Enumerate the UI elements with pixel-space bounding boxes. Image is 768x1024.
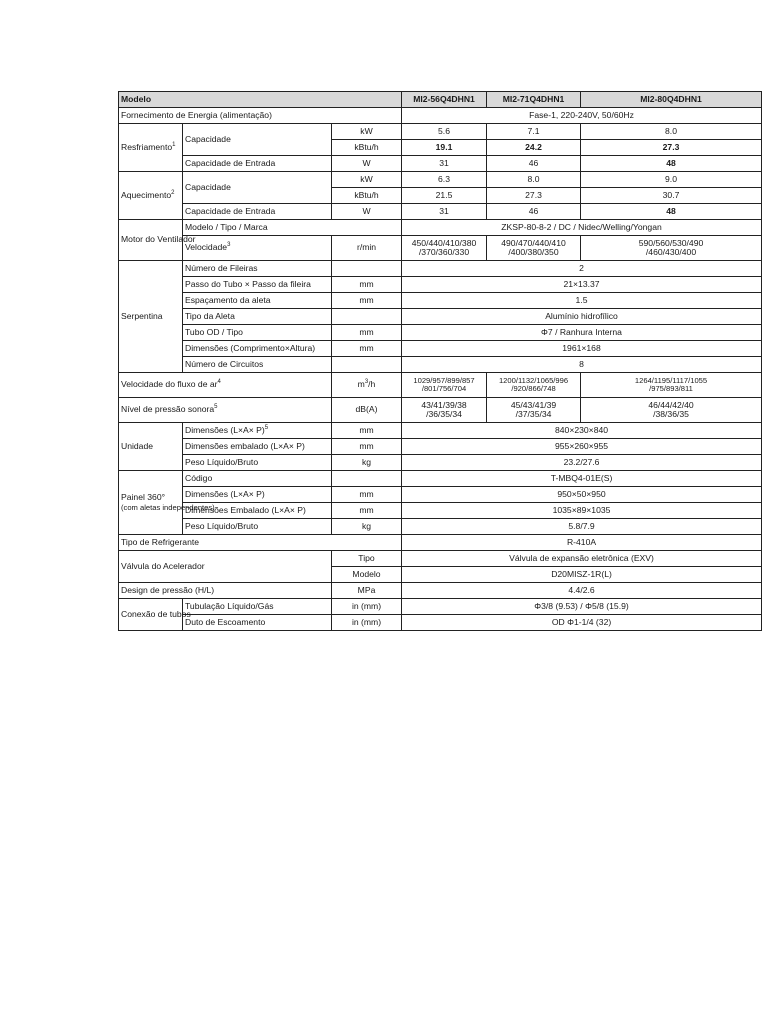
- coil-unit: mm: [332, 325, 402, 341]
- cell-value: 1264/1195/1117/1055 /975/893/811: [581, 373, 762, 398]
- power-row: [119, 108, 762, 124]
- coil-value: Alumínio hidrofílico: [402, 309, 762, 325]
- cell-value: 31: [402, 204, 487, 220]
- panel-value: 1035×89×1035: [402, 503, 762, 519]
- cell-value: 5.6: [402, 124, 487, 140]
- coil-unit: mm: [332, 277, 402, 293]
- cooling-kw-row: [119, 124, 762, 140]
- unit-row: [119, 439, 762, 455]
- refrigerant-label: Tipo de Refrigerante: [119, 535, 402, 551]
- panel-label: Dimensões Embalado (L×A× P): [183, 503, 332, 519]
- noise-row: [119, 398, 762, 423]
- heating-group: Aquecimento$^2$: [119, 172, 183, 220]
- cell-value: 46: [487, 156, 581, 172]
- cell-value: 30.7: [581, 188, 762, 204]
- cell-value: 48: [581, 204, 762, 220]
- fan-speed-row: [119, 236, 762, 261]
- spec-table: [118, 91, 762, 631]
- panel-row: [119, 503, 762, 519]
- heating-input-label: Capacidade de Entrada: [183, 204, 332, 220]
- cooling-kw-unit: kW: [332, 124, 402, 140]
- pipes-liquid-unit: in (mm): [332, 599, 402, 615]
- fan-speed-unit: r/min: [332, 236, 402, 261]
- panel-group: Painel 360° (com aletas independentes): [119, 471, 183, 535]
- refrigerant-value: R-410A: [402, 535, 762, 551]
- cell-value: 9.0: [581, 172, 762, 188]
- pressure-unit: MPa: [332, 583, 402, 599]
- valve-model-label: Modelo: [332, 567, 402, 583]
- noise-unit: dB(A): [332, 398, 402, 423]
- unit-group: Unidade: [119, 423, 183, 471]
- panel-row: [119, 519, 762, 535]
- heating-capacity-label: Capacidade: [183, 172, 332, 204]
- valve-type-value: Válvula de expansão eletrônica (EXV): [402, 551, 762, 567]
- pressure-value: 4.4/2.6: [402, 583, 762, 599]
- power-label: Fornecimento de Energia (alimentação): [119, 108, 402, 124]
- valve-type-row: [119, 551, 762, 567]
- coil-label: Espaçamento da aleta: [183, 293, 332, 309]
- cooling-group: Resfriamento$^1$: [119, 124, 183, 172]
- fan-model-row: [119, 220, 762, 236]
- pipes-liquid-row: [119, 599, 762, 615]
- airflow-row: [119, 373, 762, 398]
- unit-value: 840×230×840: [402, 423, 762, 439]
- unit-row: [119, 455, 762, 471]
- cell-value: 450/440/410/380 /370/360/330: [402, 236, 487, 261]
- coil-value: 2: [402, 261, 762, 277]
- coil-row: [119, 277, 762, 293]
- cooling-capacity-label: Capacidade: [183, 124, 332, 156]
- cell-value: 48: [581, 156, 762, 172]
- coil-value: 8: [402, 357, 762, 373]
- valve-group: Válvula do Acelerador: [119, 551, 332, 583]
- heating-input-row: [119, 204, 762, 220]
- coil-value: 1.5: [402, 293, 762, 309]
- coil-row: [119, 293, 762, 309]
- heating-input-unit: W: [332, 204, 402, 220]
- pipes-drain-value: OD Φ1-1/4 (32): [402, 615, 762, 631]
- coil-unit: mm: [332, 341, 402, 357]
- coil-unit: [332, 261, 402, 277]
- cell-value: 43/41/39/38 /36/35/34: [402, 398, 487, 423]
- unit-row: [119, 423, 762, 439]
- fan-model-label: Modelo / Tipo / Marca: [183, 220, 402, 236]
- pipes-liquid-value: Φ3/8 (9.53) / Φ5/8 (15.9): [402, 599, 762, 615]
- unit-label: Dimensões embalado (L×A× P): [183, 439, 332, 455]
- cell-value: 8.0: [581, 124, 762, 140]
- coil-label: Tubo OD / Tipo: [183, 325, 332, 341]
- cell-value: 8.0: [487, 172, 581, 188]
- noise-label: Nível de pressão sonora$^5$: [119, 398, 332, 423]
- cell-value: 19.1: [402, 140, 487, 156]
- panel-label: Peso Líquido/Bruto: [183, 519, 332, 535]
- valve-type-label: Tipo: [332, 551, 402, 567]
- header-model-2: MI2-71Q4DHN1: [487, 92, 581, 108]
- spec-sheet: [118, 91, 761, 631]
- panel-value: 950×50×950: [402, 487, 762, 503]
- fan-speed-label: Velocidade$^3$: [183, 236, 332, 261]
- cell-value: 46: [487, 204, 581, 220]
- cell-value: 490/470/440/410 /400/380/350: [487, 236, 581, 261]
- coil-row: [119, 325, 762, 341]
- power-value: Fase-1, 220-240V, 50/60Hz: [402, 108, 762, 124]
- panel-row: [119, 487, 762, 503]
- heating-kbtu-unit: kBtu/h: [332, 188, 402, 204]
- cell-value: 45/43/41/39 /37/35/34: [487, 398, 581, 423]
- header-row: [119, 92, 762, 108]
- cell-value: 31: [402, 156, 487, 172]
- panel-value: 5.8/7.9: [402, 519, 762, 535]
- header-model-3: MI2-80Q4DHN1: [581, 92, 762, 108]
- cooling-input-unit: W: [332, 156, 402, 172]
- panel-row: [119, 471, 762, 487]
- coil-value: 1961×168: [402, 341, 762, 357]
- coil-unit: [332, 357, 402, 373]
- unit-unit: kg: [332, 455, 402, 471]
- pipes-group: Conexão de tubos: [119, 599, 183, 631]
- panel-unit: mm: [332, 503, 402, 519]
- valve-model-value: D20MISZ-1R(L): [402, 567, 762, 583]
- cooling-kbtu-unit: kBtu/h: [332, 140, 402, 156]
- coil-row: [119, 341, 762, 357]
- panel-unit: mm: [332, 487, 402, 503]
- pressure-label: Design de pressão (H/L): [119, 583, 332, 599]
- pipes-drain-unit: in (mm): [332, 615, 402, 631]
- header-model: Modelo: [119, 92, 402, 108]
- cell-value: 27.3: [487, 188, 581, 204]
- coil-row: [119, 261, 762, 277]
- coil-label: Tipo da Aleta: [183, 309, 332, 325]
- cell-value: 24.2: [487, 140, 581, 156]
- pipes-liquid-label: Tubulação Líquido/Gás: [183, 599, 332, 615]
- coil-row: [119, 357, 762, 373]
- refrigerant-row: [119, 535, 762, 551]
- unit-unit: mm: [332, 423, 402, 439]
- cell-value: 590/560/530/490 /460/430/400: [581, 236, 762, 261]
- panel-unit: kg: [332, 519, 402, 535]
- heating-kw-unit: kW: [332, 172, 402, 188]
- panel-value: T-MBQ4-01E(S): [402, 471, 762, 487]
- fan-model-value: ZKSP-80-8-2 / DC / Nidec/Welling/Yongan: [402, 220, 762, 236]
- coil-label: Número de Circuitos: [183, 357, 332, 373]
- cooling-input-label: Capacidade de Entrada: [183, 156, 332, 172]
- unit-unit: mm: [332, 439, 402, 455]
- panel-label: Código: [183, 471, 332, 487]
- cell-value: 46/44/42/40 /38/36/35: [581, 398, 762, 423]
- coil-unit: [332, 309, 402, 325]
- heating-kw-row: [119, 172, 762, 188]
- cooling-input-row: [119, 156, 762, 172]
- coil-label: Número de Fileiras: [183, 261, 332, 277]
- cell-value: 7.1: [487, 124, 581, 140]
- cell-value: 1029/957/899/857 /801/756/704: [402, 373, 487, 398]
- panel-label: Dimensões (L×A× P): [183, 487, 332, 503]
- coil-value: Φ7 / Ranhura Interna: [402, 325, 762, 341]
- unit-label: Peso Líquido/Bruto: [183, 455, 332, 471]
- airflow-label: Velocidade do fluxo de $ar^4$: [119, 373, 332, 398]
- panel-unit: [332, 471, 402, 487]
- cell-value: 21.5: [402, 188, 487, 204]
- coil-value: 21×13.37: [402, 277, 762, 293]
- airflow-unit: $m^3/h$: [332, 373, 402, 398]
- cell-value: 27.3: [581, 140, 762, 156]
- coil-label: Dimensões (Comprimento×Altura): [183, 341, 332, 357]
- pipes-drain-label: Duto de Escoamento: [183, 615, 332, 631]
- coil-group: Serpentina: [119, 261, 183, 373]
- unit-value: 23.2/27.6: [402, 455, 762, 471]
- coil-label: Passo do Tubo × Passo da fileira: [183, 277, 332, 293]
- coil-row: [119, 309, 762, 325]
- cell-value: 1200/1132/1065/996 /920/866/748: [487, 373, 581, 398]
- unit-value: 955×260×955: [402, 439, 762, 455]
- pressure-row: [119, 583, 762, 599]
- fan-group: Motor do Ventilador: [119, 220, 183, 261]
- pipes-drain-row: [119, 615, 762, 631]
- cell-value: 6.3: [402, 172, 487, 188]
- header-model-1: MI2-56Q4DHN1: [402, 92, 487, 108]
- coil-unit: mm: [332, 293, 402, 309]
- unit-label: Dimensões $(L\times A\times P)^5$: [183, 423, 332, 439]
